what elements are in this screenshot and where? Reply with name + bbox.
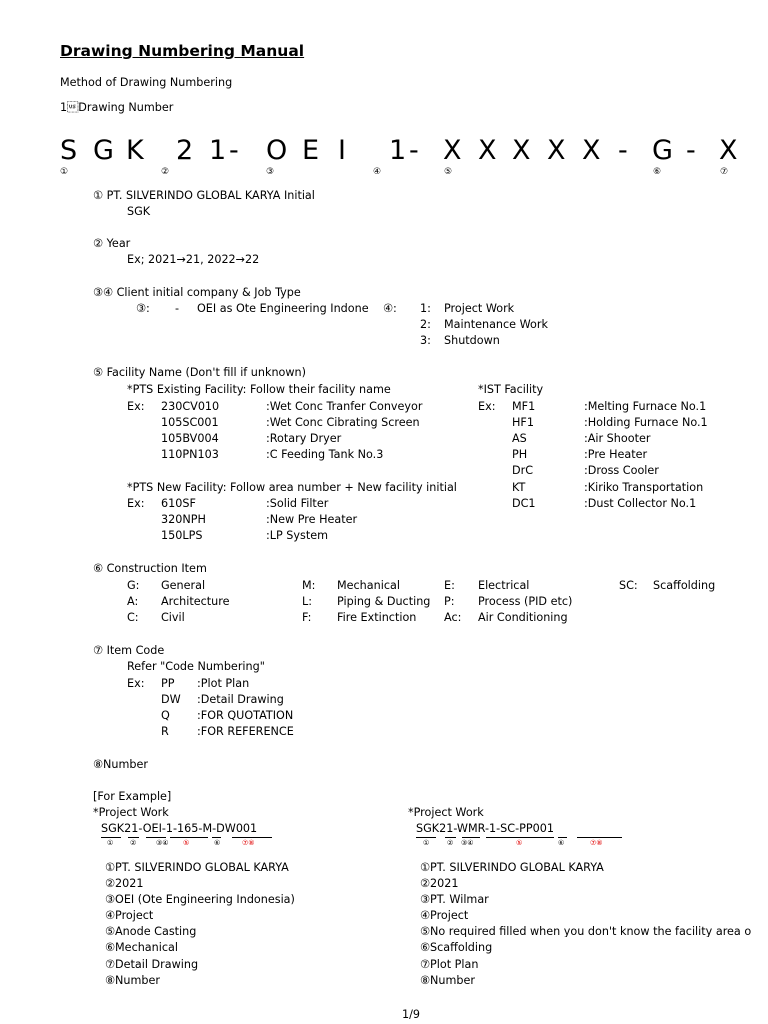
code-char: K <box>126 135 144 166</box>
construction-code: Ac: <box>444 611 462 624</box>
code-char: - <box>618 135 628 166</box>
example-marker: ① <box>423 839 430 847</box>
code-char: X <box>582 135 601 166</box>
facility-code: 110PN103 <box>161 448 219 461</box>
example-left-line: ②2021 <box>105 877 144 890</box>
example-right-line: ⑧Number <box>420 974 475 987</box>
example-marker: ② <box>447 839 454 847</box>
facility-desc: :LP System <box>266 529 329 542</box>
code-char: - <box>229 135 239 166</box>
ist-desc: :Melting Furnace No.1 <box>584 400 707 413</box>
page-number: 1/9 <box>402 1008 421 1021</box>
code-char: 2 <box>176 135 194 166</box>
marker: ③ <box>266 167 275 177</box>
example-marker: ③④ <box>461 839 474 847</box>
construction-code: L: <box>302 595 313 608</box>
job-name: Shutdown <box>444 334 500 347</box>
example-heading: [For Example] <box>93 790 172 803</box>
construction-name: Electrical <box>478 579 530 592</box>
code-char: - <box>686 135 696 166</box>
example-marker: ⑥ <box>214 839 221 847</box>
example-right-line: ③PT. Wilmar <box>420 893 489 906</box>
client-value: OEI as Ote Engineering Indone <box>197 302 369 315</box>
facility-code: 105SC001 <box>161 416 219 429</box>
construction-code: A: <box>127 595 139 608</box>
facility-code: 150LPS <box>161 529 203 542</box>
construction-name: Fire Extinction <box>337 611 417 624</box>
job-num: 1: <box>420 302 431 315</box>
ist-code: AS <box>512 432 527 445</box>
facility-code: 230CV010 <box>161 400 220 413</box>
facility-desc: :Rotary Dryer <box>266 432 342 445</box>
code-char: X <box>443 135 462 166</box>
item-desc: :FOR QUOTATION <box>197 709 294 722</box>
code-char: G <box>652 135 673 166</box>
section-2-value: Ex; 2021→21, 2022→22 <box>127 253 260 266</box>
facility-desc: :Wet Conc Cibrating Screen <box>266 416 420 429</box>
construction-name: Scaffolding <box>653 579 716 592</box>
ist-code: HF1 <box>512 416 534 429</box>
example-marker: ③④ <box>156 839 169 847</box>
example-marker: ① <box>107 839 114 847</box>
code-char: G <box>93 135 114 166</box>
refer-code-numbering: Refer "Code Numbering" <box>127 660 265 673</box>
code-char: X <box>719 135 738 166</box>
construction-code: E: <box>444 579 455 592</box>
code-char: X <box>512 135 531 166</box>
ist-code: DC1 <box>512 497 536 510</box>
example-left-line: ④Project <box>105 909 154 922</box>
ist-code: PH <box>512 448 528 461</box>
ex-label: Ex: <box>127 497 145 510</box>
example-left-line: ①PT. SILVERINDO GLOBAL KARYA <box>105 861 289 874</box>
code-char: - <box>409 135 419 166</box>
item-desc: :Detail Drawing <box>197 693 284 706</box>
section-7-heading: ⑦ Item Code <box>93 644 165 657</box>
marker: ⑦ <box>720 167 729 177</box>
section-1-heading: ① PT. SILVERINDO GLOBAL KARYA Initial <box>93 189 315 202</box>
example-left-code: SGK21-OEI-1-165-M-DW001 <box>101 822 258 835</box>
example-right-line: ⑦Plot Plan <box>420 958 479 971</box>
example-marker: ⑤ <box>516 839 523 847</box>
job-type-label: ④: <box>383 302 397 315</box>
pts-new-heading: *PTS New Facility: Follow area number + New facility initial <box>127 481 457 494</box>
marker: ⑤ <box>444 167 453 177</box>
code-char: O <box>266 135 288 166</box>
job-num: 2: <box>420 318 431 331</box>
item-desc: :Plot Plan <box>197 677 250 690</box>
marker: ⑥ <box>653 167 662 177</box>
section-1-value: SGK <box>127 205 151 218</box>
job-name: Project Work <box>444 302 515 315</box>
example-right-line: ④Project <box>420 909 469 922</box>
code-char: E <box>302 135 320 166</box>
facility-desc: :Solid Filter <box>266 497 329 510</box>
example-right-line: ⑤No required filled when you don't know the facility area o <box>420 926 752 938</box>
method-subtitle: Method of Drawing Numbering <box>60 76 233 89</box>
construction-code: M: <box>302 579 316 592</box>
section-2-heading: ② Year <box>93 237 131 250</box>
code-char: 1 <box>209 135 227 166</box>
client-label: ③: <box>136 302 150 315</box>
example-right-line: ②2021 <box>420 877 459 890</box>
section-6-heading: ⑥ Construction Item <box>93 562 207 575</box>
section-8-heading: ⑧Number <box>93 758 148 771</box>
job-num: 3: <box>420 334 431 347</box>
marker: ② <box>161 167 170 177</box>
section-5-heading: ⑤ Facility Name (Don't fill if unknown) <box>93 366 307 379</box>
ist-desc: :Air Shooter <box>584 432 651 445</box>
construction-code: SC: <box>619 579 638 592</box>
ex-label: Ex: <box>127 677 145 690</box>
example-left-line: ⑦Detail Drawing <box>105 958 199 971</box>
construction-name: Civil <box>161 611 185 624</box>
facility-code: 610SF <box>161 497 196 510</box>
item-code: Q <box>161 709 170 722</box>
item-desc: :FOR REFERENCE <box>197 725 294 738</box>
example-right-line: ⑥Scaffolding <box>420 941 493 954</box>
construction-name: General <box>161 579 206 592</box>
example-marker: ⑦⑧ <box>590 839 603 847</box>
facility-code: 320NPH <box>161 513 206 526</box>
example-marker: ⑤ <box>183 839 190 847</box>
item-code: PP <box>161 677 175 690</box>
example-left-line: ⑥Mechanical <box>105 941 178 954</box>
example-left-line: ⑤Anode Casting <box>105 925 197 938</box>
pts-existing-heading: *PTS Existing Facility: Follow their facility name <box>127 383 391 396</box>
construction-code: C: <box>127 611 139 624</box>
example-right-code: SGK21-WMR-1-SC-PP001 <box>416 822 554 835</box>
construction-name: Process (PID etc) <box>478 595 573 608</box>
construction-code: P: <box>444 595 455 608</box>
code-char: I <box>338 135 346 166</box>
construction-code: F: <box>302 611 312 624</box>
example-right-type: *Project Work <box>408 806 484 819</box>
example-left-line: ③OEI (Ote Engineering Indonesia) <box>105 893 295 906</box>
ist-code: DrC <box>512 464 534 477</box>
job-name: Maintenance Work <box>444 318 548 331</box>
item-code: R <box>161 725 169 738</box>
ex-label: Ex: <box>127 400 145 413</box>
example-marker: ② <box>130 839 137 847</box>
client-dash: - <box>175 302 180 315</box>
marker: ④ <box>373 167 382 177</box>
example-right-line: ①PT. SILVERINDO GLOBAL KARYA <box>420 861 604 874</box>
construction-code: G: <box>127 579 140 592</box>
facility-desc: :New Pre Heater <box>266 513 358 526</box>
ist-desc: :Dust Collector No.1 <box>584 497 697 510</box>
construction-name: Air Conditioning <box>478 611 568 624</box>
example-marker: ⑦⑧ <box>242 839 255 847</box>
ist-desc: :Kiriko Transportation <box>584 481 704 494</box>
page-title: Drawing Numbering Manual <box>60 42 305 60</box>
code-char: 1 <box>389 135 407 166</box>
code-char: X <box>547 135 566 166</box>
ist-desc: :Pre Heater <box>584 448 648 461</box>
example-marker: ⑥ <box>558 839 565 847</box>
ist-desc: :Dross Cooler <box>584 464 659 477</box>
section-34-heading: ③④ Client initial company & Job Type <box>93 286 301 299</box>
example-left-type: *Project Work <box>93 806 169 819</box>
example-left-line: ⑧Number <box>105 974 160 987</box>
code-char: S <box>60 135 78 166</box>
marker: ① <box>60 167 69 177</box>
ist-code: MF1 <box>512 400 536 413</box>
construction-name: Architecture <box>161 595 230 608</box>
facility-code: 105BV004 <box>161 432 219 445</box>
ist-heading: *IST Facility <box>478 383 544 396</box>
construction-name: Mechanical <box>337 579 400 592</box>
facility-desc: :C Feeding Tank No.3 <box>266 448 384 461</box>
construction-name: Piping & Ducting <box>337 595 431 608</box>
ex-label: Ex: <box>478 400 496 413</box>
item-code: DW <box>161 693 181 706</box>
ist-code: KT <box>512 481 526 494</box>
drawing-number-heading: 1 Drawing Number <box>60 101 174 114</box>
facility-desc: :Wet Conc Tranfer Conveyor <box>266 400 423 413</box>
ist-desc: :Holding Furnace No.1 <box>584 416 708 429</box>
code-char: X <box>478 135 497 166</box>
